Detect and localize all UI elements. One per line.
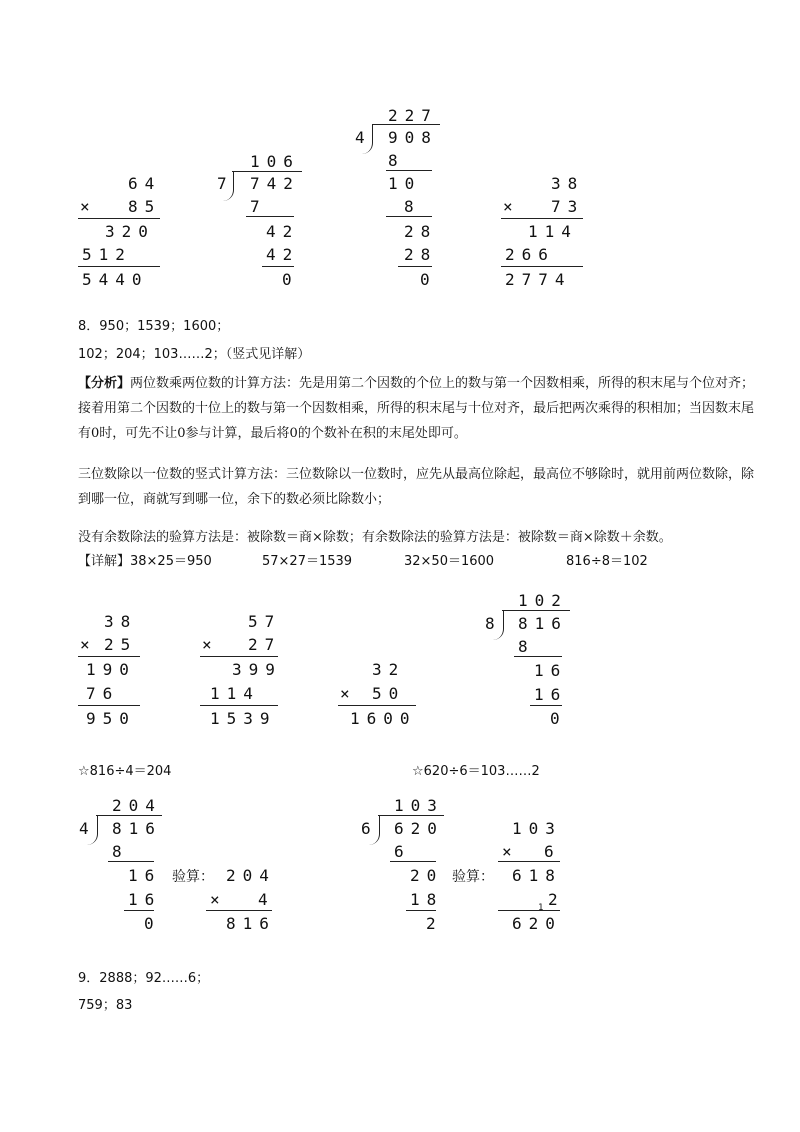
partial-dividend: 16 xyxy=(534,661,568,680)
remainder: 0 xyxy=(550,709,567,728)
partial-product: 618 xyxy=(512,866,562,885)
rule-line xyxy=(108,861,154,862)
rule-line xyxy=(206,910,272,911)
dividend: 816 xyxy=(112,819,162,838)
dividend: 620 xyxy=(394,819,444,838)
multiplicand: 38 xyxy=(551,174,585,193)
multiplicand: 57 xyxy=(248,612,282,631)
partial-product-1: 114 xyxy=(528,222,578,241)
divisor: 4 xyxy=(79,819,96,838)
subtrahend-1: 7 xyxy=(250,197,267,216)
rule-line xyxy=(78,218,160,219)
product: 816 xyxy=(226,914,276,933)
answer-9-line-1: 9．2888；92……6； xyxy=(78,971,210,986)
dividend: 742 xyxy=(250,174,300,193)
division-bar xyxy=(232,171,302,172)
rule-line xyxy=(501,218,583,219)
remainder: 2 xyxy=(426,914,443,933)
product: 2774 xyxy=(505,270,572,289)
rule-line xyxy=(200,656,278,657)
rule-line xyxy=(78,705,140,706)
rule-line xyxy=(530,705,562,706)
dividend: 816 xyxy=(518,614,568,633)
partial-dividend: 42 xyxy=(266,222,300,241)
remainder-addend: 2 xyxy=(548,890,565,909)
partial-product-2: 114 xyxy=(210,684,260,703)
answer-8-line-2: 102；204；103……2；（竖式见详解） xyxy=(78,347,311,362)
partial-dividend-1: 10 xyxy=(388,174,422,193)
remainder: 0 xyxy=(282,270,299,289)
partial-product-1: 320 xyxy=(105,222,155,241)
partial-product-1: 190 xyxy=(86,660,136,679)
rule-line xyxy=(124,910,154,911)
subtrahend-2: 16 xyxy=(534,685,568,704)
multiplicand: 204 xyxy=(226,866,276,885)
multiplicand: 64 xyxy=(128,174,162,193)
quotient: 103 xyxy=(394,796,444,815)
product: 1600 xyxy=(350,709,417,728)
carry-digit: 1 xyxy=(538,903,544,913)
subtrahend-2: 42 xyxy=(266,245,300,264)
rule-line xyxy=(498,910,560,911)
detail-equation-4: 816÷8＝102 xyxy=(566,554,648,569)
quotient: 106 xyxy=(250,152,300,171)
star-problem-1-title: ☆816÷4＝204 xyxy=(78,764,172,779)
subtrahend-3: 28 xyxy=(404,245,438,264)
check-label-2: 验算： xyxy=(452,869,494,885)
subtrahend-1: 8 xyxy=(518,637,535,656)
product: 1539 xyxy=(210,709,277,728)
detail-equation-3: 32×50＝1600 xyxy=(404,554,495,569)
rule-line xyxy=(406,910,436,911)
divisor: 8 xyxy=(485,614,502,633)
multiplicand: 38 xyxy=(104,612,138,631)
multiply-sign: × xyxy=(80,197,97,216)
subtrahend-1: 8 xyxy=(112,842,129,861)
analysis-text-1: 两位数乘两位数的计算方法：先是用第二个因数的个位上的数与第一个因数相乘，所得的积末尾与个位对齐；接着用第二个因数的十位上的数与第一个因数相乘，所得的积末尾与十位对齐，最后把两次乘得的积相加；当因数末尾有0时，可先不让0参与计算，最后将0的个数补在积的末尾处即可。 xyxy=(78,376,755,441)
partial-product-2: 266 xyxy=(505,245,555,264)
analysis-paragraph-2: 三位数除以一位数的竖式计算方法：三位数除以一位数时，应先从最高位除起，最高位不够除时，就用前两位数除，除到哪一位，商就写到哪一位，余下的数必须比除数小； xyxy=(78,467,755,507)
quotient: 227 xyxy=(388,106,438,125)
remainder: 0 xyxy=(144,914,161,933)
result: 620 xyxy=(512,914,562,933)
subtrahend-2: 18 xyxy=(410,890,444,909)
rule-line xyxy=(398,266,432,267)
product: 950 xyxy=(86,709,136,728)
rule-line xyxy=(338,705,416,706)
analysis-paragraph-3: 没有余数除法的验算方法是：被除数＝商×除数；有余数除法的验算方法是：被除数＝商×除数＋余数。 xyxy=(78,530,672,545)
rule-line xyxy=(386,170,432,171)
multiply-sign: × xyxy=(202,635,219,654)
detail-tag: 【详解】 xyxy=(78,554,131,569)
division-bar xyxy=(378,815,444,816)
multiplier: 85 xyxy=(128,197,162,216)
answer-9-line-2: 759；83 xyxy=(78,998,133,1013)
subtrahend-2: 8 xyxy=(404,197,421,216)
rule-line xyxy=(498,861,560,862)
rule-line xyxy=(501,266,583,267)
division-bar xyxy=(96,815,162,816)
quotient: 102 xyxy=(518,591,568,610)
rule-line xyxy=(78,266,160,267)
rule-line xyxy=(386,216,432,217)
multiply-sign: × xyxy=(80,635,97,654)
subtrahend-1: 8 xyxy=(388,151,405,170)
analysis-paragraph-1 xyxy=(78,371,758,446)
rule-line xyxy=(246,216,294,217)
rule-line xyxy=(514,656,562,657)
subtrahend-1: 6 xyxy=(394,842,411,861)
rule-line xyxy=(390,861,436,862)
multiplier: 73 xyxy=(551,197,585,216)
divisor: 4 xyxy=(355,128,372,147)
rule-line xyxy=(200,705,278,706)
partial-product-1: 399 xyxy=(232,660,282,679)
partial-dividend: 20 xyxy=(410,866,444,885)
division-bar xyxy=(502,610,570,611)
analysis-tag: 【分析】 xyxy=(78,376,131,391)
multiplier: 25 xyxy=(104,635,138,654)
quotient: 204 xyxy=(112,796,162,815)
check-label-1: 验算： xyxy=(172,869,214,885)
division-bar xyxy=(372,124,440,125)
product: 5440 xyxy=(82,270,149,289)
detail-equation-2: 57×27＝1539 xyxy=(262,554,353,569)
divisor: 6 xyxy=(361,819,378,838)
partial-dividend: 16 xyxy=(128,866,162,885)
multiplier: 6 xyxy=(544,842,561,861)
answer-8-line-1: 8．950；1539；1600； xyxy=(78,319,230,334)
detail-equation-1: 38×25＝950 xyxy=(130,554,212,569)
multiplier: 50 xyxy=(372,684,406,703)
multiply-sign: × xyxy=(502,842,519,861)
multiply-sign: × xyxy=(340,684,357,703)
multiplicand: 103 xyxy=(512,819,562,838)
remainder: 0 xyxy=(420,270,437,289)
partial-product-2: 76 xyxy=(86,684,120,703)
partial-product-2: 512 xyxy=(82,245,132,264)
star-problem-2-title: ☆620÷6＝103……2 xyxy=(412,764,540,779)
multiplier: 4 xyxy=(258,890,275,909)
rule-line xyxy=(78,656,140,657)
divisor: 7 xyxy=(217,174,234,193)
rule-line xyxy=(262,266,294,267)
multiply-sign: × xyxy=(503,197,520,216)
dividend: 908 xyxy=(388,128,438,147)
multiplier: 27 xyxy=(248,635,282,654)
multiply-sign: × xyxy=(210,890,227,909)
multiplicand: 32 xyxy=(372,660,406,679)
partial-dividend-2: 28 xyxy=(404,222,438,241)
subtrahend-2: 16 xyxy=(128,890,162,909)
